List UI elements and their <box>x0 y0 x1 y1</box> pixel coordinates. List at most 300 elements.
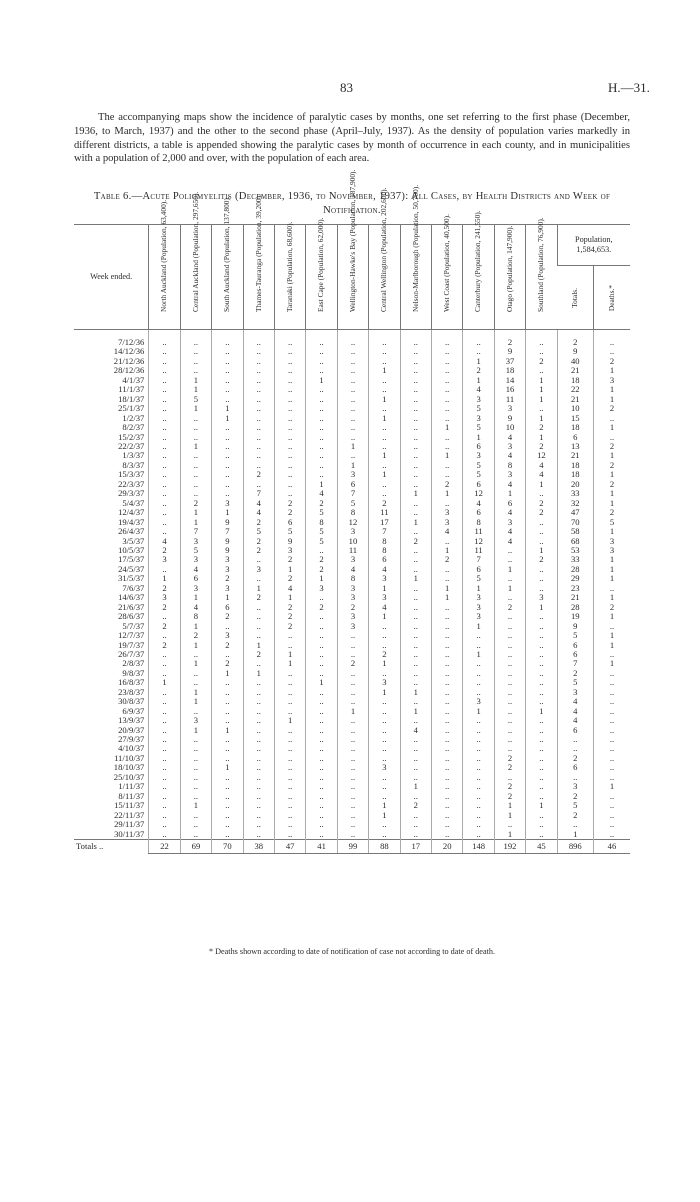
value-cell: .. <box>431 574 462 583</box>
value-cell: 3 <box>494 404 525 413</box>
value-cell: .. <box>369 461 400 470</box>
value-cell: .. <box>212 735 243 744</box>
value-cell: 3 <box>306 584 337 593</box>
value-cell: .. <box>212 423 243 432</box>
value-cell: .. <box>526 659 557 668</box>
value-cell: .. <box>243 830 274 840</box>
value-cell: .. <box>212 385 243 394</box>
value-cell: 3 <box>180 537 211 546</box>
value-cell: .. <box>526 773 557 782</box>
value-cell: 4 <box>431 527 462 536</box>
value-cell: .. <box>180 773 211 782</box>
value-cell: .. <box>400 754 431 763</box>
value-cell: 1 <box>212 508 243 517</box>
value-cell: 3 <box>557 782 593 791</box>
value-cell: 1 <box>274 716 305 725</box>
value-cell: .. <box>494 546 525 555</box>
value-cell: .. <box>593 830 630 840</box>
value-cell: .. <box>306 461 337 470</box>
table-row <box>74 716 630 725</box>
value-cell: 1 <box>494 801 525 810</box>
value-cell: .. <box>400 641 431 650</box>
value-cell: 2 <box>149 546 180 555</box>
value-cell: .. <box>557 820 593 829</box>
value-cell: 3 <box>212 565 243 574</box>
value-cell: .. <box>243 442 274 451</box>
value-cell: 4 <box>243 499 274 508</box>
value-cell: 2 <box>274 603 305 612</box>
value-cell: .. <box>149 726 180 735</box>
value-cell: 4 <box>149 537 180 546</box>
value-cell: .. <box>369 820 400 829</box>
value-cell: .. <box>243 376 274 385</box>
value-cell: .. <box>463 659 494 668</box>
value-cell: 1 <box>431 593 462 602</box>
value-cell: .. <box>400 565 431 574</box>
value-cell: 2 <box>526 423 557 432</box>
value-cell: .. <box>180 650 211 659</box>
value-cell: 1 <box>212 763 243 772</box>
value-cell: .. <box>212 650 243 659</box>
week-cell: 15/11/37 <box>114 801 145 811</box>
totals-cell: 22 <box>149 840 180 854</box>
value-cell: .. <box>400 820 431 829</box>
value-cell: 1 <box>593 451 630 460</box>
value-cell: 1 <box>463 376 494 385</box>
table-row <box>74 366 630 375</box>
table-row <box>74 423 630 432</box>
value-cell: .. <box>463 792 494 801</box>
value-cell: 1 <box>337 461 368 470</box>
value-cell: 3 <box>494 518 525 527</box>
week-cell: 8/3/37 <box>122 460 145 470</box>
table-row <box>74 489 630 498</box>
value-cell: .. <box>243 357 274 366</box>
value-cell: 5 <box>463 461 494 470</box>
totals-cell: 46 <box>593 840 630 854</box>
value-cell: .. <box>306 820 337 829</box>
value-cell: .. <box>593 716 630 725</box>
value-cell: 8 <box>369 546 400 555</box>
value-cell: .. <box>400 631 431 640</box>
value-cell: 1 <box>180 376 211 385</box>
table-row <box>74 792 630 801</box>
table-row <box>74 603 630 612</box>
value-cell: .. <box>431 659 462 668</box>
value-cell: 1 <box>212 593 243 602</box>
value-cell: .. <box>306 688 337 697</box>
value-cell: .. <box>494 697 525 706</box>
value-cell: .. <box>212 801 243 810</box>
value-cell: .. <box>593 735 630 744</box>
value-cell: .. <box>431 631 462 640</box>
value-cell: 5 <box>180 546 211 555</box>
week-cell: 22/3/37 <box>118 479 145 489</box>
value-cell: .. <box>243 792 274 801</box>
value-cell: 4 <box>526 461 557 470</box>
value-cell: 2 <box>526 555 557 564</box>
value-cell: 1 <box>593 489 630 498</box>
value-cell: 53 <box>557 546 593 555</box>
value-cell: .. <box>180 669 211 678</box>
value-cell: 4 <box>557 707 593 716</box>
week-cell: 24/5/37 <box>118 564 145 574</box>
value-cell: .. <box>274 442 305 451</box>
value-cell: 1 <box>526 707 557 716</box>
value-cell: 18 <box>557 470 593 479</box>
value-cell: .. <box>526 697 557 706</box>
value-cell: .. <box>243 461 274 470</box>
value-cell: .. <box>337 357 368 366</box>
value-cell: 2 <box>149 622 180 631</box>
totals-cell: 38 <box>243 840 274 854</box>
value-cell: .. <box>494 669 525 678</box>
value-cell: .. <box>180 782 211 791</box>
week-cell: 21/12/36 <box>113 356 145 366</box>
value-cell: 1 <box>180 688 211 697</box>
value-cell: 6 <box>463 565 494 574</box>
value-cell: 8 <box>463 518 494 527</box>
value-cell: 10 <box>337 537 368 546</box>
value-cell: .. <box>431 697 462 706</box>
value-cell: 1 <box>306 376 337 385</box>
value-cell: .. <box>337 433 368 442</box>
value-cell: 2 <box>243 518 274 527</box>
value-cell: 2 <box>557 792 593 801</box>
value-cell: 4 <box>400 726 431 735</box>
value-cell: 1 <box>593 385 630 394</box>
value-cell: .. <box>400 593 431 602</box>
value-cell: .. <box>494 622 525 631</box>
totals-cell: 88 <box>369 840 400 854</box>
value-cell: .. <box>400 338 431 347</box>
table-row <box>74 773 630 782</box>
value-cell: .. <box>149 820 180 829</box>
value-cell: .. <box>400 376 431 385</box>
value-cell: .. <box>149 347 180 356</box>
table-row <box>74 641 630 650</box>
value-cell: 6 <box>557 726 593 735</box>
value-cell: .. <box>180 792 211 801</box>
spacer-cell <box>369 330 400 339</box>
week-cell: 21/6/37 <box>118 602 145 612</box>
table-row <box>74 480 630 489</box>
value-cell: .. <box>274 385 305 394</box>
value-cell: .. <box>149 773 180 782</box>
week-cell: 29/3/37 <box>118 489 145 499</box>
value-cell: .. <box>180 830 211 840</box>
week-cell: 14/6/37 <box>118 593 145 603</box>
value-cell: .. <box>431 461 462 470</box>
value-cell: 18 <box>557 376 593 385</box>
value-cell: .. <box>337 763 368 772</box>
value-cell: .. <box>212 830 243 840</box>
value-cell: 4 <box>557 716 593 725</box>
value-cell: .. <box>337 451 368 460</box>
value-cell: .. <box>463 820 494 829</box>
value-cell: .. <box>369 641 400 650</box>
value-cell: 6 <box>463 442 494 451</box>
value-cell: 6 <box>557 433 593 442</box>
value-cell: 8 <box>494 461 525 470</box>
value-cell: .. <box>180 433 211 442</box>
value-cell: 1 <box>180 697 211 706</box>
value-cell: 1 <box>431 584 462 593</box>
week-cell: 7/6/37 <box>122 583 145 593</box>
value-cell: .. <box>526 527 557 536</box>
value-cell: 1 <box>494 811 525 820</box>
value-cell: .. <box>337 773 368 782</box>
value-cell: 4 <box>494 480 525 489</box>
value-cell: .. <box>180 678 211 687</box>
value-cell: 4 <box>369 565 400 574</box>
value-cell: .. <box>494 773 525 782</box>
value-cell: 4 <box>463 385 494 394</box>
value-cell: 1 <box>274 593 305 602</box>
value-cell: 3 <box>337 470 368 479</box>
value-cell: .. <box>431 820 462 829</box>
value-cell: 1 <box>593 499 630 508</box>
value-cell: 3 <box>463 603 494 612</box>
table-row <box>74 395 630 404</box>
value-cell: .. <box>149 650 180 659</box>
value-cell: .. <box>274 735 305 744</box>
value-cell: .. <box>180 820 211 829</box>
totals-cell: 99 <box>337 840 368 854</box>
totals-column-label: Totals. <box>569 287 579 308</box>
district-column-label: Central Auckland (Population, 297,650). <box>190 191 200 312</box>
value-cell: .. <box>337 414 368 423</box>
value-cell: .. <box>243 631 274 640</box>
value-cell: 5 <box>306 537 337 546</box>
value-cell: 2 <box>593 357 630 366</box>
value-cell: 1 <box>593 593 630 602</box>
value-cell: .. <box>593 697 630 706</box>
value-cell: 9 <box>557 622 593 631</box>
value-cell: 1 <box>526 801 557 810</box>
week-cell: 20/9/37 <box>118 725 145 735</box>
value-cell: 4 <box>494 527 525 536</box>
value-cell: 5 <box>306 527 337 536</box>
value-cell: 2 <box>557 669 593 678</box>
value-cell: .. <box>306 641 337 650</box>
value-cell: .. <box>306 697 337 706</box>
value-cell: .. <box>212 716 243 725</box>
value-cell: .. <box>306 782 337 791</box>
value-cell: .. <box>463 338 494 347</box>
footnote: * Deaths shown according to date of notification of case not according to date of death. <box>208 947 495 956</box>
value-cell: 2 <box>243 546 274 555</box>
value-cell: .. <box>337 385 368 394</box>
value-cell: 2 <box>180 499 211 508</box>
week-cell: 19/4/37 <box>118 517 145 527</box>
value-cell: .. <box>149 376 180 385</box>
value-cell: 1 <box>400 574 431 583</box>
table-row <box>74 347 630 356</box>
value-cell: 1 <box>243 669 274 678</box>
value-cell: .. <box>274 451 305 460</box>
spacer-cell <box>593 330 630 339</box>
value-cell: 4 <box>526 470 557 479</box>
value-cell: .. <box>243 688 274 697</box>
value-cell: 7 <box>212 527 243 536</box>
value-cell: .. <box>337 801 368 810</box>
value-cell: .. <box>337 338 368 347</box>
value-cell: .. <box>306 470 337 479</box>
value-cell: 18 <box>557 423 593 432</box>
value-cell: 4 <box>369 603 400 612</box>
value-cell: .. <box>337 631 368 640</box>
value-cell: .. <box>593 414 630 423</box>
value-cell: 9 <box>557 347 593 356</box>
value-cell: .. <box>180 735 211 744</box>
value-cell: .. <box>494 650 525 659</box>
value-cell: 1 <box>369 395 400 404</box>
value-cell: .. <box>337 366 368 375</box>
table-row <box>74 593 630 602</box>
value-cell: 22 <box>557 385 593 394</box>
value-cell: 12 <box>526 451 557 460</box>
district-column-label: Nelson-Marlborough (Population, 50,700). <box>410 184 420 312</box>
value-cell: .. <box>369 404 400 413</box>
value-cell: 2 <box>180 631 211 640</box>
value-cell: .. <box>274 830 305 840</box>
week-cell: 31/5/37 <box>118 574 145 584</box>
value-cell: .. <box>400 461 431 470</box>
value-cell: .. <box>306 442 337 451</box>
page-number: 83 <box>340 80 353 95</box>
value-cell: .. <box>463 735 494 744</box>
value-cell: .. <box>149 480 180 489</box>
value-cell: 1 <box>593 395 630 404</box>
value-cell: .. <box>494 820 525 829</box>
value-cell: .. <box>243 659 274 668</box>
value-cell: .. <box>274 811 305 820</box>
value-cell: .. <box>431 726 462 735</box>
value-cell: 1 <box>369 470 400 479</box>
totals-cell: 69 <box>180 840 211 854</box>
value-cell: 5 <box>243 527 274 536</box>
value-cell: .. <box>337 716 368 725</box>
week-cell: 11/10/37 <box>114 753 145 763</box>
value-cell: .. <box>526 744 557 753</box>
value-cell: 1 <box>180 659 211 668</box>
value-cell: 2 <box>306 565 337 574</box>
value-cell: .. <box>243 735 274 744</box>
value-cell: .. <box>463 631 494 640</box>
week-cell: 5/7/37 <box>122 621 145 631</box>
value-cell: 3 <box>180 555 211 564</box>
value-cell: .. <box>149 659 180 668</box>
value-cell: .. <box>274 423 305 432</box>
totals-cell: 192 <box>494 840 525 854</box>
value-cell: .. <box>149 744 180 753</box>
value-cell: 1 <box>494 489 525 498</box>
value-cell: 1 <box>593 641 630 650</box>
value-cell: .. <box>337 678 368 687</box>
table-row <box>74 451 630 460</box>
value-cell: .. <box>212 688 243 697</box>
week-cell: 22/11/37 <box>114 810 145 820</box>
value-cell: 2 <box>243 470 274 479</box>
value-cell: .. <box>306 830 337 840</box>
value-cell: .. <box>463 688 494 697</box>
value-cell: .. <box>369 697 400 706</box>
value-cell: .. <box>149 565 180 574</box>
value-cell: 1 <box>337 707 368 716</box>
value-cell: 4 <box>180 603 211 612</box>
value-cell: .. <box>526 763 557 772</box>
value-cell: 13 <box>557 442 593 451</box>
value-cell: .. <box>149 404 180 413</box>
week-cell: 6/9/37 <box>122 706 145 716</box>
value-cell: 2 <box>274 612 305 621</box>
value-cell: 40 <box>557 357 593 366</box>
value-cell: .. <box>337 744 368 753</box>
week-cell: 5/4/37 <box>122 498 145 508</box>
value-cell: .. <box>593 433 630 442</box>
table-row <box>74 612 630 621</box>
table-row <box>74 376 630 385</box>
value-cell: 1 <box>180 385 211 394</box>
spacer-cell <box>400 330 431 339</box>
value-cell: .. <box>274 395 305 404</box>
value-cell: 2 <box>526 499 557 508</box>
value-cell: .. <box>149 518 180 527</box>
value-cell: 3 <box>212 631 243 640</box>
value-cell: .. <box>306 801 337 810</box>
value-cell: .. <box>243 423 274 432</box>
value-cell: .. <box>369 376 400 385</box>
value-cell: .. <box>243 395 274 404</box>
value-cell: 1 <box>180 442 211 451</box>
value-cell: .. <box>212 442 243 451</box>
value-cell: .. <box>243 612 274 621</box>
value-cell: 3 <box>463 395 494 404</box>
value-cell: .. <box>400 395 431 404</box>
value-cell: .. <box>593 338 630 347</box>
value-cell: 3 <box>593 546 630 555</box>
value-cell: 1 <box>593 470 630 479</box>
value-cell: .. <box>369 357 400 366</box>
value-cell: 2 <box>593 480 630 489</box>
week-cell: 3/5/37 <box>122 536 145 546</box>
value-cell: .. <box>400 499 431 508</box>
value-cell: 3 <box>180 716 211 725</box>
value-cell: 1 <box>526 376 557 385</box>
value-cell: .. <box>306 631 337 640</box>
value-cell: .. <box>306 622 337 631</box>
district-column-label: Thames-Tauranga (Population, 39,200). <box>253 194 263 312</box>
table-row <box>74 631 630 640</box>
value-cell: 2 <box>557 811 593 820</box>
value-cell: .. <box>212 395 243 404</box>
value-cell: .. <box>149 489 180 498</box>
value-cell: 4 <box>494 537 525 546</box>
value-cell: .. <box>274 480 305 489</box>
value-cell: .. <box>400 697 431 706</box>
value-cell: 1 <box>369 366 400 375</box>
value-cell: .. <box>149 716 180 725</box>
value-cell: .. <box>306 451 337 460</box>
value-cell: .. <box>369 782 400 791</box>
table-row <box>74 442 630 451</box>
value-cell: .. <box>212 480 243 489</box>
value-cell: 4 <box>243 508 274 517</box>
value-cell: 3 <box>463 612 494 621</box>
value-cell: .. <box>431 357 462 366</box>
value-cell: 1 <box>431 423 462 432</box>
